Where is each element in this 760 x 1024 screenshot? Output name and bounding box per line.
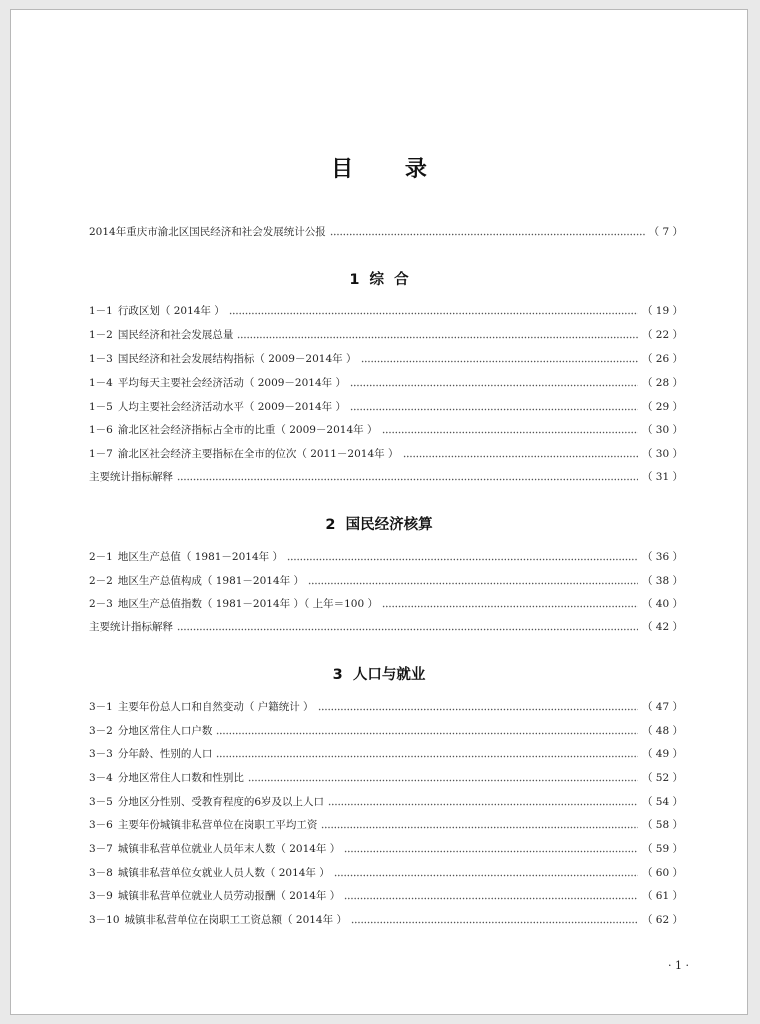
toc-entry-page: （ 31 ） bbox=[641, 471, 683, 483]
page-number: · 1 · bbox=[668, 959, 689, 972]
toc-entry-number: 3－5 bbox=[89, 796, 113, 808]
leader-dots bbox=[361, 359, 638, 364]
leader-dots bbox=[321, 825, 638, 830]
toc-entry-text: 主要年份总人口和自然变动（ 户籍统计 ） bbox=[117, 701, 314, 713]
toc-entry-text: 分年龄、性别的人口 bbox=[117, 748, 213, 760]
toc-entry-text: 国民经济和社会发展结构指标（ 2009－2014年 ） bbox=[117, 353, 357, 365]
toc-entry-text: 地区生产总值指数（ 1981－2014年 ）（ 上年＝100 ） bbox=[117, 598, 378, 610]
toc-entry-page: （ 61 ） bbox=[641, 890, 683, 902]
toc-entry-page: （ 62 ） bbox=[641, 914, 683, 926]
toc-entry-number: 1－5 bbox=[89, 401, 113, 413]
toc-entry[interactable] bbox=[89, 549, 683, 565]
toc-entry[interactable] bbox=[89, 888, 683, 904]
toc-entry[interactable] bbox=[89, 912, 683, 928]
toc-entry-text: 城镇非私营单位就业人员劳动报酬（ 2014年 ） bbox=[117, 890, 341, 902]
toc-entry-page: （ 58 ） bbox=[641, 819, 683, 831]
leader-dots bbox=[382, 430, 638, 435]
toc-entry-page: （ 38 ） bbox=[641, 575, 683, 587]
leader-dots bbox=[330, 232, 645, 237]
toc-entry[interactable] bbox=[89, 375, 683, 391]
toc-entry-page: （ 19 ） bbox=[641, 305, 683, 317]
toc-entry-preface[interactable] bbox=[89, 224, 683, 240]
leader-dots bbox=[403, 454, 638, 459]
leader-dots bbox=[334, 873, 638, 878]
toc-entry[interactable] bbox=[89, 573, 683, 589]
toc-entry[interactable] bbox=[89, 351, 683, 367]
toc-entry-number: 3－7 bbox=[89, 843, 113, 855]
section-heading-2: 2 国民经济核算 bbox=[325, 517, 433, 533]
toc-entry-page: （ 30 ） bbox=[641, 424, 683, 436]
toc-entry-number: 2－1 bbox=[89, 551, 113, 563]
section-heading-3: 3 人口与就业 bbox=[332, 667, 426, 683]
toc-entry-page: （ 47 ） bbox=[641, 701, 683, 713]
toc-entry[interactable] bbox=[89, 327, 683, 343]
toc-entry-text: 主要统计指标解释 bbox=[89, 471, 173, 483]
toc-entry-number: 1－6 bbox=[89, 424, 113, 436]
document-page bbox=[10, 9, 748, 1015]
toc-entry-page: （ 29 ） bbox=[641, 401, 683, 413]
toc-entry-page: （ 28 ） bbox=[641, 377, 683, 389]
toc-entry-number: 1－3 bbox=[89, 353, 113, 365]
toc-entry-text: 主要统计指标解释 bbox=[89, 621, 173, 633]
leader-dots bbox=[328, 802, 638, 807]
toc-entry-number: 1－4 bbox=[89, 377, 113, 389]
leader-dots bbox=[382, 604, 638, 609]
toc-entry[interactable] bbox=[89, 723, 683, 739]
toc-entry-text: 分地区常住人口数和性别比 bbox=[117, 772, 244, 784]
toc-entry-page: （ 49 ） bbox=[641, 748, 683, 760]
toc-entry[interactable] bbox=[89, 841, 683, 857]
section-heading-1: 1 综 合 bbox=[349, 272, 409, 288]
toc-entry-text: 城镇非私营单位在岗职工工资总额（ 2014年 ） bbox=[124, 914, 347, 926]
toc-entry-number: 3－6 bbox=[89, 819, 113, 831]
toc-entry-page: （ 59 ） bbox=[641, 843, 683, 855]
page-title: 目 录 bbox=[331, 157, 449, 182]
toc-entry-text: 行政区划（ 2014年 ） bbox=[117, 305, 225, 317]
leader-dots bbox=[318, 707, 638, 712]
leader-dots bbox=[344, 896, 638, 901]
toc-entry-text: 国民经济和社会发展总量 bbox=[117, 329, 234, 341]
leader-dots bbox=[216, 731, 638, 736]
toc-entry-text: 主要年份城镇非私营单位在岗职工平均工资 bbox=[117, 819, 318, 831]
toc-entry[interactable] bbox=[89, 770, 683, 786]
toc-entry-text: 分地区分性别、受教育程度的6岁及以上人口 bbox=[117, 796, 325, 808]
toc-entry-number: 1－2 bbox=[89, 329, 113, 341]
toc-entry[interactable] bbox=[89, 303, 683, 319]
leader-dots bbox=[216, 754, 638, 759]
toc-entry-number: 3－9 bbox=[89, 890, 113, 902]
toc-entry-text: 城镇非私营单位女就业人员人数（ 2014年 ） bbox=[117, 867, 330, 879]
toc-entry-text: 平均每天主要社会经济活动（ 2009－2014年 ） bbox=[117, 377, 346, 389]
toc-entry-text: 渝北区社会经济主要指标在全市的位次（ 2011－2014年 ） bbox=[117, 448, 399, 460]
leader-dots bbox=[308, 581, 638, 586]
toc-entry[interactable] bbox=[89, 794, 683, 810]
toc-entry-number: 2－2 bbox=[89, 575, 113, 587]
toc-entry[interactable] bbox=[89, 422, 683, 438]
toc-entry-number: 3－4 bbox=[89, 772, 113, 784]
toc-entry-number: 3－8 bbox=[89, 867, 113, 879]
toc-entry[interactable] bbox=[89, 446, 683, 462]
toc-entry-page: （ 26 ） bbox=[641, 353, 683, 365]
toc-entry[interactable] bbox=[89, 817, 683, 833]
toc-entry-page: （ 48 ） bbox=[641, 725, 683, 737]
toc-entry-page: （ 22 ） bbox=[641, 329, 683, 341]
toc-entry-text: 2014年重庆市渝北区国民经济和社会发展统计公报 bbox=[89, 226, 326, 238]
toc-entry[interactable] bbox=[89, 746, 683, 762]
toc-entry-number: 3－1 bbox=[89, 701, 113, 713]
leader-dots bbox=[248, 778, 638, 783]
toc-entry-number: 1－1 bbox=[89, 305, 113, 317]
leader-dots bbox=[177, 627, 638, 632]
leader-dots bbox=[287, 557, 638, 562]
toc-entry-number: 3－2 bbox=[89, 725, 113, 737]
leader-dots bbox=[237, 335, 638, 340]
toc-entry-text: 地区生产总值（ 1981－2014年 ） bbox=[117, 551, 283, 563]
leader-dots bbox=[229, 311, 638, 316]
toc-entry[interactable] bbox=[89, 596, 683, 612]
toc-entry-page: （ 60 ） bbox=[641, 867, 683, 879]
toc-entry[interactable] bbox=[89, 469, 683, 485]
toc-entry-text: 分地区常住人口户数 bbox=[117, 725, 213, 737]
toc-entry-text: 人均主要社会经济活动水平（ 2009－2014年 ） bbox=[117, 401, 346, 413]
leader-dots bbox=[350, 407, 638, 412]
leader-dots bbox=[344, 849, 638, 854]
toc-entry-page: （ 7 ） bbox=[648, 226, 683, 238]
toc-entry-page: （ 54 ） bbox=[641, 796, 683, 808]
toc-entry[interactable] bbox=[89, 865, 683, 881]
toc-entry-page: （ 42 ） bbox=[641, 621, 683, 633]
toc-entry-number: 2－3 bbox=[89, 598, 113, 610]
toc-entry[interactable] bbox=[89, 399, 683, 415]
leader-dots bbox=[177, 477, 638, 482]
toc-entry-number: 3－10 bbox=[89, 914, 120, 926]
toc-entry[interactable] bbox=[89, 619, 683, 635]
toc-entry-page: （ 36 ） bbox=[641, 551, 683, 563]
toc-entry-text: 地区生产总值构成（ 1981－2014年 ） bbox=[117, 575, 304, 587]
toc-entry-page: （ 30 ） bbox=[641, 448, 683, 460]
toc-entry-text: 渝北区社会经济指标占全市的比重（ 2009－2014年 ） bbox=[117, 424, 378, 436]
toc-entry-number: 1－7 bbox=[89, 448, 113, 460]
toc-entry[interactable] bbox=[89, 699, 683, 715]
leader-dots bbox=[351, 920, 638, 925]
toc-entry-page: （ 40 ） bbox=[641, 598, 683, 610]
toc-entry-text: 城镇非私营单位就业人员年末人数（ 2014年 ） bbox=[117, 843, 341, 855]
toc-entry-page: （ 52 ） bbox=[641, 772, 683, 784]
leader-dots bbox=[350, 383, 638, 388]
toc-entry-number: 3－3 bbox=[89, 748, 113, 760]
